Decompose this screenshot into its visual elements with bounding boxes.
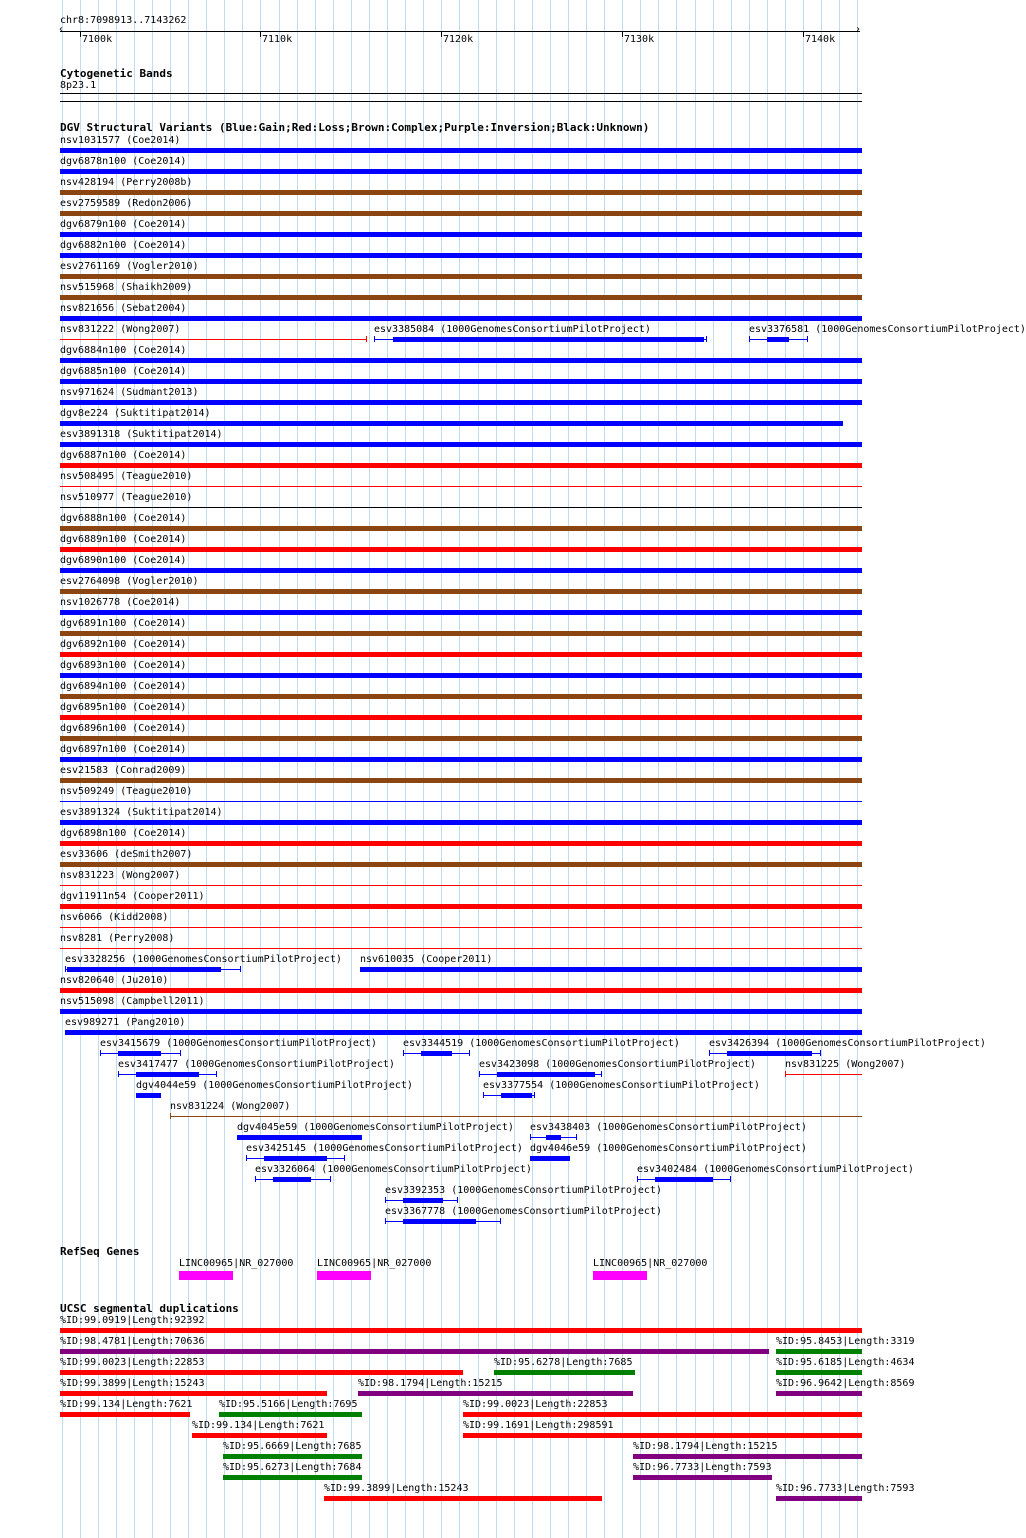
ruler-line bbox=[60, 31, 860, 32]
variant-bar bbox=[360, 967, 862, 972]
segdup-bar bbox=[324, 1496, 602, 1501]
segdup-label: %ID:95.6669|Length:7685 bbox=[223, 1441, 362, 1452]
segdup-bar bbox=[60, 1391, 327, 1396]
grid-line bbox=[821, 0, 822, 1538]
grid-line bbox=[459, 0, 460, 1538]
segdup-track-title: UCSC segmental duplications bbox=[60, 1302, 239, 1315]
segdup-label: %ID:99.0919|Length:92392 bbox=[60, 1315, 205, 1326]
segdup-bar bbox=[463, 1412, 862, 1417]
variant-label: dgv6893n100 (Coe2014) bbox=[60, 660, 187, 671]
variant-core-bar bbox=[421, 1051, 452, 1056]
ruler-tick-label: 7140k bbox=[805, 34, 836, 45]
variant-line bbox=[60, 885, 862, 886]
gene-bar bbox=[317, 1271, 371, 1280]
grid-line bbox=[279, 0, 280, 1538]
variant-end-tick bbox=[330, 1176, 331, 1182]
segdup-bar bbox=[776, 1391, 862, 1396]
variant-bar bbox=[60, 715, 862, 720]
grid-line bbox=[749, 0, 750, 1538]
variant-bar bbox=[60, 316, 862, 321]
variant-bar bbox=[65, 1030, 862, 1035]
variant-line bbox=[60, 948, 862, 949]
variant-start-tick bbox=[374, 336, 375, 342]
segdup-bar bbox=[776, 1349, 862, 1354]
segdup-bar bbox=[223, 1475, 362, 1480]
segdup-label: %ID:99.3899|Length:15243 bbox=[324, 1483, 469, 1494]
grid-line bbox=[242, 0, 243, 1538]
variant-label: dgv6898n100 (Coe2014) bbox=[60, 828, 187, 839]
segdup-label: %ID:99.0023|Length:22853 bbox=[463, 1399, 608, 1410]
segdup-label: %ID:95.5166|Length:7695 bbox=[219, 1399, 358, 1410]
variant-bar bbox=[60, 148, 862, 153]
grid-line bbox=[568, 0, 569, 1538]
variant-label: esv3423098 (1000GenomesConsortiumPilotProject) bbox=[479, 1059, 756, 1070]
variant-start-tick bbox=[749, 336, 750, 342]
variant-line bbox=[60, 339, 367, 340]
segdup-label: %ID:98.1794|Length:15215 bbox=[358, 1378, 503, 1389]
variant-bar bbox=[60, 673, 862, 678]
variant-bar bbox=[60, 862, 862, 867]
variant-core-bar bbox=[118, 1051, 161, 1056]
segdup-label: %ID:99.134|Length:7621 bbox=[192, 1420, 325, 1431]
variant-bar bbox=[60, 631, 862, 636]
variant-start-tick bbox=[255, 1176, 256, 1182]
variant-label: dgv6889n100 (Coe2014) bbox=[60, 534, 187, 545]
ruler-tick bbox=[803, 32, 804, 37]
grid-line bbox=[803, 0, 804, 1538]
grid-line bbox=[676, 0, 677, 1538]
gene-label: LINC00965|NR_027000 bbox=[593, 1258, 708, 1269]
variant-label: nsv428194 (Perry2008b) bbox=[60, 177, 193, 188]
grid-line bbox=[713, 0, 714, 1538]
variant-label: esv33606 (deSmith2007) bbox=[60, 849, 193, 860]
variant-core-bar bbox=[393, 337, 704, 342]
variant-start-tick bbox=[637, 1176, 638, 1182]
grid-line bbox=[695, 0, 696, 1538]
variant-bar bbox=[60, 778, 862, 783]
variant-label: dgv6878n100 (Coe2014) bbox=[60, 156, 187, 167]
variant-end-tick bbox=[730, 1176, 731, 1182]
variant-label: esv2761169 (Vogler2010) bbox=[60, 261, 199, 272]
variant-end-tick bbox=[576, 1134, 577, 1140]
segdup-label: %ID:95.6278|Length:7685 bbox=[494, 1357, 633, 1368]
grid-line bbox=[839, 0, 840, 1538]
gene-label: LINC00965|NR_027000 bbox=[179, 1258, 294, 1269]
variant-bar bbox=[60, 841, 862, 846]
segdup-label: %ID:99.3899|Length:15243 bbox=[60, 1378, 205, 1389]
variant-label: dgv6891n100 (Coe2014) bbox=[60, 618, 187, 629]
variant-label: esv3417477 (1000GenomesConsortiumPilotProject) bbox=[118, 1059, 395, 1070]
variant-bar bbox=[60, 463, 862, 468]
variant-start-tick bbox=[170, 1113, 171, 1119]
segdup-label: %ID:99.0023|Length:22853 bbox=[60, 1357, 205, 1368]
grid-line bbox=[405, 0, 406, 1538]
refseq-track-title: RefSeq Genes bbox=[60, 1245, 140, 1258]
variant-end-tick bbox=[706, 336, 707, 342]
variant-label: dgv11911n54 (Cooper2011) bbox=[60, 891, 205, 902]
grid-line bbox=[514, 0, 515, 1538]
ruler-left-arrow-icon: ‹ bbox=[58, 24, 65, 35]
variant-label: dgv6894n100 (Coe2014) bbox=[60, 681, 187, 692]
variant-label: esv2764098 (Vogler2010) bbox=[60, 576, 199, 587]
variant-bar bbox=[60, 694, 862, 699]
dgv-track-title: DGV Structural Variants (Blue:Gain;Red:Loss;Brown:Complex;Purple:Inversion;Black:Unknown) bbox=[60, 121, 650, 134]
variant-bar bbox=[60, 190, 862, 195]
variant-label: esv21583 (Conrad2009) bbox=[60, 765, 187, 776]
variant-bar bbox=[60, 526, 862, 531]
variant-label: esv3438403 (1000GenomesConsortiumPilotProject) bbox=[530, 1122, 807, 1133]
variant-bar bbox=[60, 358, 862, 363]
ruler-tick-label: 7110k bbox=[262, 34, 293, 45]
variant-bar bbox=[60, 169, 862, 174]
variant-bar bbox=[60, 400, 862, 405]
variant-bar bbox=[60, 211, 862, 216]
variant-label: dgv6895n100 (Coe2014) bbox=[60, 702, 187, 713]
variant-label: dgv4045e59 (1000GenomesConsortiumPilotProject) bbox=[237, 1122, 514, 1133]
variant-label: esv989271 (Pang2010) bbox=[65, 1017, 186, 1028]
segdup-bar bbox=[494, 1370, 635, 1375]
segdup-bar bbox=[776, 1370, 862, 1375]
variant-label: nsv1031577 (Coe2014) bbox=[60, 135, 181, 146]
variant-bar bbox=[60, 568, 862, 573]
variant-label: nsv1026778 (Coe2014) bbox=[60, 597, 181, 608]
variant-bar bbox=[136, 1093, 161, 1098]
gene-label: LINC00965|NR_027000 bbox=[317, 1258, 432, 1269]
grid-line bbox=[478, 0, 479, 1538]
grid-line bbox=[315, 0, 316, 1538]
variant-label: nsv509249 (Teague2010) bbox=[60, 786, 193, 797]
grid-line bbox=[333, 0, 334, 1538]
variant-core-bar bbox=[497, 1072, 595, 1077]
variant-start-tick bbox=[785, 1071, 786, 1077]
variant-bar bbox=[60, 988, 862, 993]
grid-line bbox=[658, 0, 659, 1538]
variant-bar bbox=[530, 1156, 570, 1161]
variant-bar bbox=[60, 757, 862, 762]
variant-end-tick bbox=[601, 1071, 602, 1077]
variant-label: dgv6884n100 (Coe2014) bbox=[60, 345, 187, 356]
gene-bar bbox=[179, 1271, 233, 1280]
variant-label: esv3891318 (Suktitipat2014) bbox=[60, 429, 223, 440]
variant-label: nsv610035 (Cooper2011) bbox=[360, 954, 493, 965]
variant-label: esv3891324 (Suktitipat2014) bbox=[60, 807, 223, 818]
variant-label: nsv831223 (Wong2007) bbox=[60, 870, 181, 881]
variant-bar bbox=[60, 232, 862, 237]
variant-end-tick bbox=[457, 1197, 458, 1203]
variant-end-tick bbox=[820, 1050, 821, 1056]
grid-line bbox=[351, 0, 352, 1538]
variant-label: nsv6066 (Kidd2008) bbox=[60, 912, 169, 923]
variant-line bbox=[785, 1074, 862, 1075]
variant-label: esv3415679 (1000GenomesConsortiumPilotProject) bbox=[100, 1038, 377, 1049]
grid-line bbox=[423, 0, 424, 1538]
variant-label: dgv6897n100 (Coe2014) bbox=[60, 744, 187, 755]
variant-label: esv3385084 (1000GenomesConsortiumPilotProject) bbox=[374, 324, 651, 335]
segdup-label: %ID:96.7733|Length:7593 bbox=[776, 1483, 915, 1494]
variant-label: esv3376581 (1000GenomesConsortiumPilotProject) bbox=[749, 324, 1026, 335]
variant-line bbox=[60, 507, 862, 508]
variant-bar bbox=[60, 610, 862, 615]
variant-start-tick bbox=[65, 966, 66, 972]
variant-label: nsv831225 (Wong2007) bbox=[785, 1059, 906, 1070]
variant-bar bbox=[60, 904, 862, 909]
variant-label: dgv6896n100 (Coe2014) bbox=[60, 723, 187, 734]
grid-line bbox=[496, 0, 497, 1538]
cytoband-label: 8p23.1 bbox=[60, 80, 97, 91]
variant-label: dgv4044e59 (1000GenomesConsortiumPilotProject) bbox=[136, 1080, 413, 1091]
variant-bar bbox=[60, 547, 862, 552]
variant-bar bbox=[60, 442, 862, 447]
segdup-bar bbox=[223, 1454, 362, 1459]
variant-label: esv2759589 (Redon2006) bbox=[60, 198, 193, 209]
variant-label: dgv4046e59 (1000GenomesConsortiumPilotProject) bbox=[530, 1143, 807, 1154]
variant-bar bbox=[60, 589, 862, 594]
segdup-label: %ID:95.8453|Length:3319 bbox=[776, 1336, 915, 1347]
grid-line bbox=[260, 0, 261, 1538]
grid-line bbox=[387, 0, 388, 1538]
variant-label: esv3392353 (1000GenomesConsortiumPilotProject) bbox=[385, 1185, 662, 1196]
ruler-tick bbox=[622, 32, 623, 37]
grid-line bbox=[622, 0, 623, 1538]
variant-bar bbox=[60, 652, 862, 657]
cytoband-track-title: Cytogenetic Bands bbox=[60, 67, 173, 80]
variant-bar bbox=[237, 1135, 362, 1140]
variant-label: dgv6887n100 (Coe2014) bbox=[60, 450, 187, 461]
variant-label: esv3425145 (1000GenomesConsortiumPilotProject) bbox=[246, 1143, 523, 1154]
variant-end-tick bbox=[180, 1050, 181, 1056]
variant-label: nsv971624 (Sudmant2013) bbox=[60, 387, 199, 398]
variant-label: nsv515098 (Campbell2011) bbox=[60, 996, 205, 1007]
variant-core-bar bbox=[403, 1219, 476, 1224]
variant-line bbox=[60, 927, 862, 928]
variant-core-bar bbox=[273, 1177, 311, 1182]
variant-start-tick bbox=[246, 1155, 247, 1161]
variant-label: esv3367778 (1000GenomesConsortiumPilotProject) bbox=[385, 1206, 662, 1217]
gene-bar bbox=[593, 1271, 647, 1280]
variant-label: dgv6888n100 (Coe2014) bbox=[60, 513, 187, 524]
variant-label: nsv510977 (Teague2010) bbox=[60, 492, 193, 503]
variant-label: esv3426394 (1000GenomesConsortiumPilotProject) bbox=[709, 1038, 986, 1049]
variant-bar bbox=[60, 736, 862, 741]
variant-label: esv3377554 (1000GenomesConsortiumPilotProject) bbox=[483, 1080, 760, 1091]
variant-start-tick bbox=[100, 1050, 101, 1056]
grid-line bbox=[550, 0, 551, 1538]
variant-core-bar bbox=[767, 337, 789, 342]
variant-bar bbox=[60, 421, 843, 426]
variant-bar bbox=[60, 379, 862, 384]
variant-core-bar bbox=[546, 1135, 561, 1140]
ruler-tick-label: 7120k bbox=[443, 34, 474, 45]
variant-label: esv3344519 (1000GenomesConsortiumPilotProject) bbox=[403, 1038, 680, 1049]
variant-start-tick bbox=[403, 1050, 404, 1056]
segdup-bar bbox=[60, 1412, 190, 1417]
variant-core-bar bbox=[655, 1177, 713, 1182]
variant-label: nsv821656 (Sebat2004) bbox=[60, 303, 187, 314]
variant-start-tick bbox=[483, 1092, 484, 1098]
ruler-right-arrow-icon: › bbox=[855, 24, 862, 35]
grid-line bbox=[441, 0, 442, 1538]
variant-bar bbox=[60, 274, 862, 279]
variant-label: nsv831224 (Wong2007) bbox=[170, 1101, 291, 1112]
segdup-bar bbox=[633, 1454, 862, 1459]
variant-label: dgv6890n100 (Coe2014) bbox=[60, 555, 187, 566]
variant-line bbox=[60, 486, 862, 487]
cytoband-line-bottom bbox=[60, 101, 862, 102]
variant-core-bar bbox=[403, 1198, 443, 1203]
variant-line bbox=[60, 801, 862, 802]
variant-core-bar bbox=[136, 1072, 199, 1077]
variant-end-tick bbox=[240, 966, 241, 972]
segdup-label: %ID:98.1794|Length:15215 bbox=[633, 1441, 778, 1452]
segdup-bar bbox=[776, 1496, 862, 1501]
variant-label: dgv6879n100 (Coe2014) bbox=[60, 219, 187, 230]
grid-line bbox=[604, 0, 605, 1538]
grid-line bbox=[586, 0, 587, 1538]
segdup-bar bbox=[60, 1328, 862, 1333]
ruler-tick-label: 7130k bbox=[624, 34, 655, 45]
segdup-bar bbox=[358, 1391, 633, 1396]
variant-end-tick bbox=[500, 1218, 501, 1224]
ruler-tick bbox=[260, 32, 261, 37]
segdup-label: %ID:95.6273|Length:7684 bbox=[223, 1462, 362, 1473]
variant-label: nsv8281 (Perry2008) bbox=[60, 933, 175, 944]
variant-start-tick bbox=[709, 1050, 710, 1056]
grid-line bbox=[297, 0, 298, 1538]
grid-line bbox=[640, 0, 641, 1538]
grid-line bbox=[767, 0, 768, 1538]
ruler-tick-label: 7100k bbox=[82, 34, 113, 45]
variant-label: nsv515968 (Shaikh2009) bbox=[60, 282, 193, 293]
variant-label: esv3326064 (1000GenomesConsortiumPilotProject) bbox=[255, 1164, 532, 1175]
grid-line bbox=[532, 0, 533, 1538]
segdup-label: %ID:96.7733|Length:7593 bbox=[633, 1462, 772, 1473]
segdup-bar bbox=[633, 1475, 772, 1480]
segdup-bar bbox=[192, 1433, 327, 1438]
position-label: chr8:7098913..7143262 bbox=[60, 15, 187, 26]
variant-start-tick bbox=[530, 1134, 531, 1140]
variant-start-tick bbox=[479, 1071, 480, 1077]
variant-core-bar bbox=[67, 967, 221, 972]
variant-end-tick bbox=[344, 1155, 345, 1161]
grid-line bbox=[369, 0, 370, 1538]
variant-label: dgv6892n100 (Coe2014) bbox=[60, 639, 187, 650]
segdup-bar bbox=[60, 1370, 463, 1375]
grid-line bbox=[731, 0, 732, 1538]
variant-label: dgv8e224 (Suktitipat2014) bbox=[60, 408, 211, 419]
variant-end-tick bbox=[534, 1092, 535, 1098]
variant-label: nsv508495 (Teague2010) bbox=[60, 471, 193, 482]
segdup-label: %ID:99.134|Length:7621 bbox=[60, 1399, 193, 1410]
segdup-bar bbox=[219, 1412, 362, 1417]
variant-label: esv3328256 (1000GenomesConsortiumPilotProject) bbox=[65, 954, 342, 965]
variant-label: dgv6882n100 (Coe2014) bbox=[60, 240, 187, 251]
segdup-bar bbox=[60, 1349, 769, 1354]
segdup-bar bbox=[463, 1433, 862, 1438]
variant-core-bar bbox=[501, 1093, 532, 1098]
variant-end-tick bbox=[807, 336, 808, 342]
variant-start-tick bbox=[118, 1071, 119, 1077]
ruler-tick bbox=[441, 32, 442, 37]
variant-line bbox=[170, 1116, 862, 1117]
segdup-label: %ID:98.4781|Length:70636 bbox=[60, 1336, 205, 1347]
variant-bar bbox=[60, 295, 862, 300]
grid-line bbox=[785, 0, 786, 1538]
segdup-label: %ID:95.6185|Length:4634 bbox=[776, 1357, 915, 1368]
ruler-tick bbox=[80, 32, 81, 37]
variant-core-bar bbox=[727, 1051, 812, 1056]
variant-bar bbox=[60, 820, 862, 825]
variant-label: nsv820640 (Ju2010) bbox=[60, 975, 169, 986]
variant-label: dgv6885n100 (Coe2014) bbox=[60, 366, 187, 377]
variant-start-tick bbox=[385, 1197, 386, 1203]
variant-end-tick bbox=[216, 1071, 217, 1077]
variant-label: esv3402484 (1000GenomesConsortiumPilotProject) bbox=[637, 1164, 914, 1175]
variant-end-tick bbox=[469, 1050, 470, 1056]
segdup-label: %ID:96.9642|Length:8569 bbox=[776, 1378, 915, 1389]
segdup-label: %ID:99.1691|Length:298591 bbox=[463, 1420, 614, 1431]
variant-bar bbox=[60, 253, 862, 258]
variant-bar bbox=[60, 1009, 862, 1014]
variant-end-tick bbox=[366, 336, 367, 342]
grid-line bbox=[857, 0, 858, 1538]
variant-label: nsv831222 (Wong2007) bbox=[60, 324, 181, 335]
variant-start-tick bbox=[385, 1218, 386, 1224]
variant-core-bar bbox=[264, 1156, 327, 1161]
cytoband-line-top bbox=[60, 93, 862, 94]
